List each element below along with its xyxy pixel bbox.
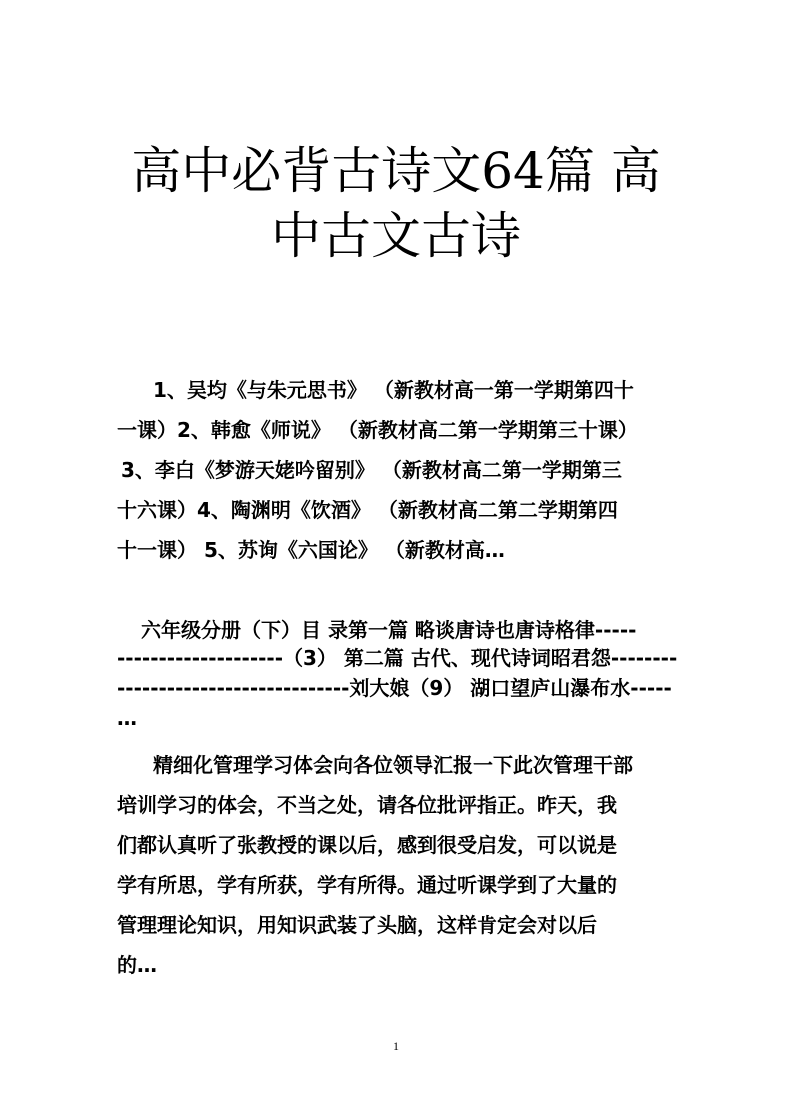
text-line: 学有所思，学有所获，学有所得。通过听课学到了大量的 bbox=[117, 873, 617, 897]
text-line: 培训学习的体会，不当之处，请各位批评指正。昨天，我 bbox=[117, 793, 617, 817]
page-number: 1 bbox=[393, 1039, 399, 1053]
text-line: 1、吴均《与朱元思书》 （新教材高一第一学期第四十 bbox=[153, 378, 634, 402]
text-line: ----------------------------刘大娘（9） 湖口望庐山瀑布水----- bbox=[117, 676, 672, 700]
text-line: --------------------（3） 第二篇 古代、现代诗词昭君怨-------- bbox=[117, 646, 678, 670]
text-line: 一课）2、韩愈《师说》 （新教材高二第一学期第三十课） bbox=[117, 418, 638, 442]
text-line: 精细化管理学习体会向各位领导汇报一下此次管理干部 bbox=[153, 753, 633, 777]
text-line: 管理理论知识，用知识武装了头脑，这样肯定会对以后 bbox=[117, 913, 597, 937]
document-title-line-2: 中古文古诗 bbox=[271, 207, 521, 265]
text-line: … bbox=[117, 706, 137, 730]
text-line: 们都认真听了张教授的课以后，感到很受启发，可以说是 bbox=[117, 833, 617, 857]
text-line: 3、李白《梦游天姥吟留别》 （新教材高二第一学期第三 bbox=[121, 458, 622, 482]
text-line: 的… bbox=[117, 953, 157, 977]
text-line: 十六课）4、陶渊明《饮酒》 （新教材高二第二学期第四 bbox=[117, 498, 618, 522]
document-title-line-1: 高中必背古诗文64篇 高 bbox=[131, 142, 661, 200]
text-line: 六年级分册（下）目 录第一篇 略谈唐诗也唐诗格律----- bbox=[141, 618, 637, 642]
text-line: 十一课） 5、苏询《六国论》 （新教材高… bbox=[117, 538, 505, 562]
